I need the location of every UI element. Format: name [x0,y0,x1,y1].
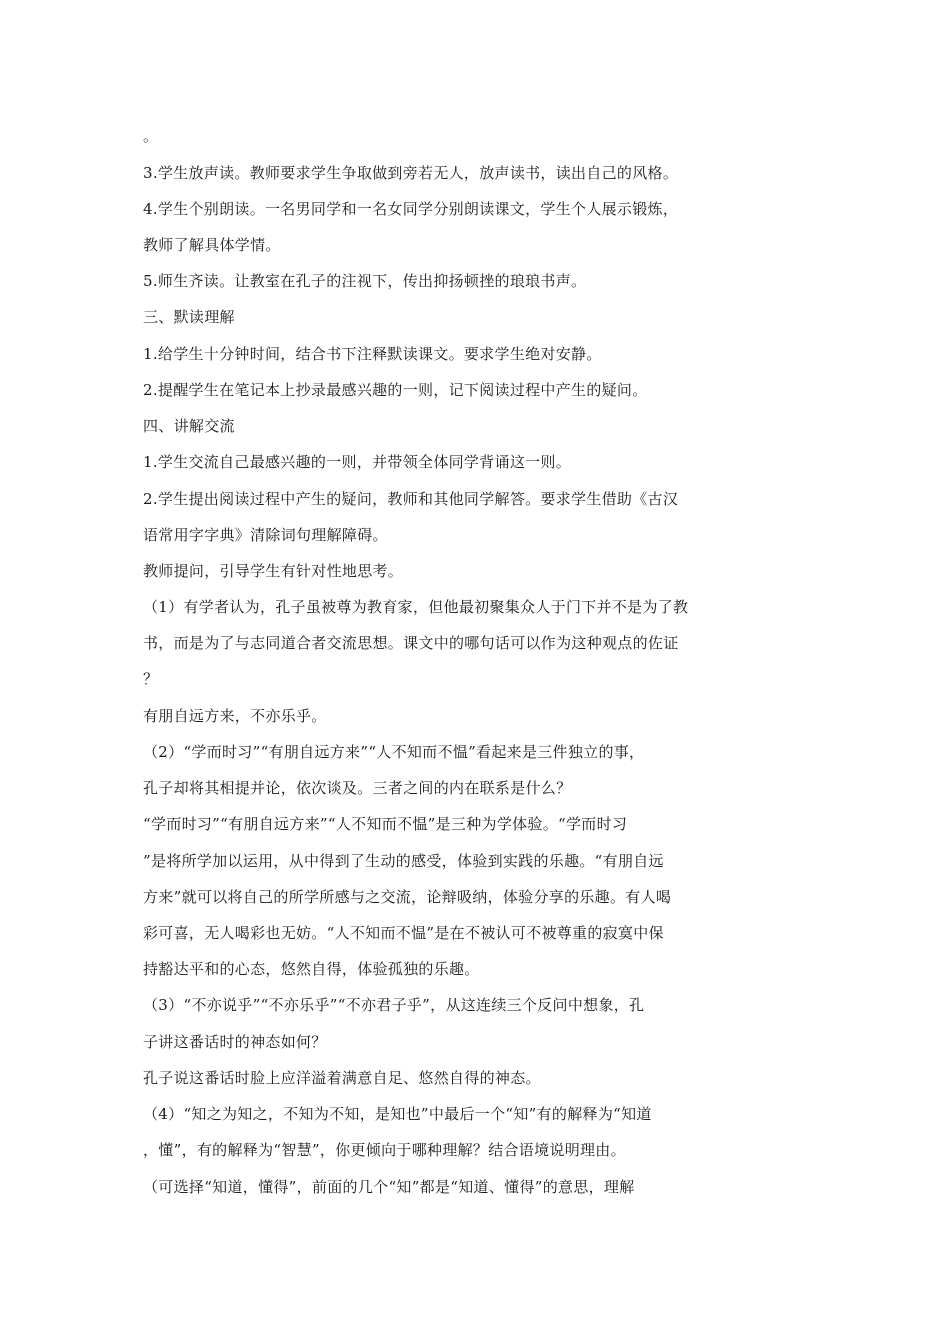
text-line: 彩可喜，无人喝彩也无妨。“人不知而不愠”是在不被认可不被尊重的寂寞中保 [143,924,664,942]
text-line: 1.学生交流自己最感兴趣的一则，并带领全体同学背诵这一则。 [143,453,572,471]
text-line: 3.学生放声读。教师要求学生争取做到旁若无人，放声读书，读出自己的风格。 [143,164,679,182]
section-heading: 三、默读理解 [143,308,235,326]
text-line: 书，而是为了与志同道合者交流思想。课文中的哪句话可以作为这种观点的佐证 [143,634,679,652]
text-line: 5.师生齐读。让教室在孔子的注视下，传出抑扬顿挫的琅琅书声。 [143,272,587,290]
text-line: 4.学生个别朗读。一名男同学和一名女同学分别朗读课文，学生个人展示锻炼， [143,200,679,218]
answer-line: “学而时习”“有朋自远方来”“人不知而不愠”是三种为学体验。“学而时习 [143,815,628,833]
text-line: 2.学生提出阅读过程中产生的疑问，教师和其他同学解答。要求学生借助《古汉 [143,490,679,508]
question-line: （4）“知之为知之，不知为不知，是知也”中最后一个“知”有的解释为“知道 [143,1105,652,1123]
section-heading: 四、讲解交流 [143,417,235,435]
text-line: ”是将所学加以运用，从中得到了生动的感受，体验到实践的乐趣。“有朋自远 [143,852,664,870]
text-line: 教师提问，引导学生有针对性地思考。 [143,562,404,580]
text-line: 子讲这番话时的神态如何？ [143,1033,327,1051]
text-line: 教师了解具体学情。 [143,236,281,254]
answer-line: 孔子说这番话时脸上应洋溢着满意自足、悠然自得的神态。 [143,1069,541,1087]
answer-line: （可选择“知道，懂得”，前面的几个“知”都是“知道、懂得”的意思，理解 [143,1178,635,1196]
question-line: （1）有学者认为，孔子虽被尊为教育家，但他最初聚集众人于门下并不是为了教 [143,598,689,616]
question-line: （2）“学而时习”“有朋自远方来”“人不知而不愠”看起来是三件独立的事， [143,743,645,761]
text-line: 语常用字字典》清除词句理解障碍。 [143,526,388,544]
text-line: 方来”就可以将自己的所学所感与之交流，论辩吸纳，体验分享的乐趣。有人喝 [143,888,672,906]
text-line: 1.给学生十分钟时间，结合书下注释默读课文。要求学生绝对安静。 [143,345,602,363]
text-line: ？ [143,670,159,688]
text-line: 2.提醒学生在笔记本上抄录最感兴趣的一则，记下阅读过程中产生的疑问。 [143,381,648,399]
answer-line: 有朋自远方来，不亦乐乎。 [143,707,327,725]
text-line: 。 [143,127,159,145]
text-line: 持豁达平和的心态，悠然自得，体验孤独的乐趣。 [143,960,480,978]
text-line: ，懂”，有的解释为“智慧”，你更倾向于哪种理解？结合语境说明理由。 [143,1141,626,1159]
question-line: （3）“不亦说乎”“不亦乐乎”“不亦君子乎”，从这连续三个反问中想象，孔 [143,996,645,1014]
text-line: 孔子却将其相提并论，依次谈及。三者之间的内在联系是什么？ [143,779,572,797]
